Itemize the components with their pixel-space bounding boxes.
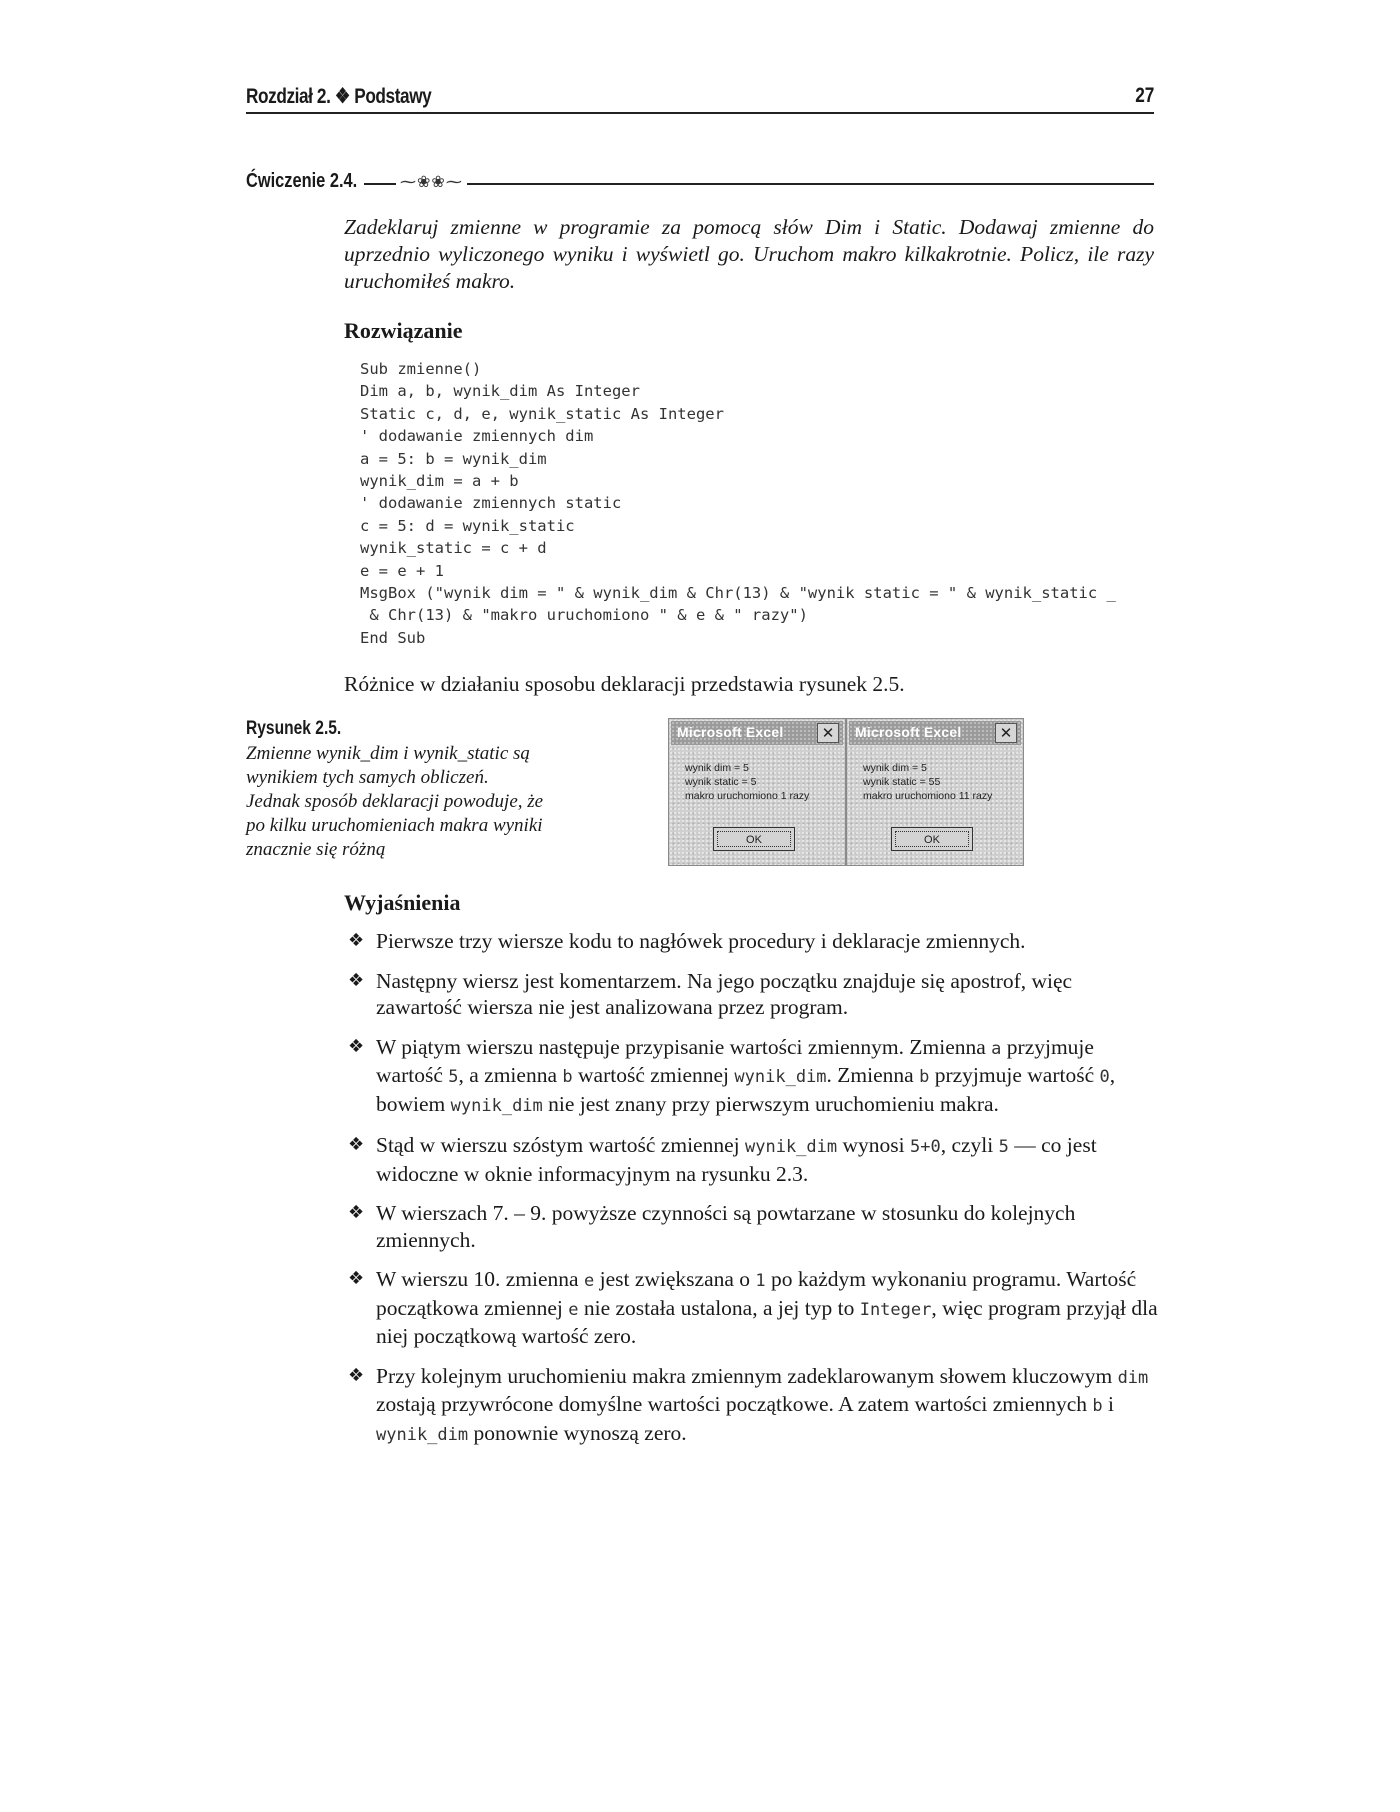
text-run: W piątym wierszu następuje przypisanie wartości zmiennym. Zmienna bbox=[376, 1034, 992, 1059]
text-run: zostają przywrócone domyślne wartości początkowe. A zatem wartości zmiennych bbox=[376, 1392, 1093, 1416]
explanation-item bbox=[348, 928, 1158, 955]
ok-button[interactable] bbox=[891, 827, 973, 851]
running-header bbox=[246, 84, 1154, 114]
close-icon[interactable]: ✕ bbox=[817, 723, 839, 743]
code-line: Dim a, b, wynik_dim As Integer bbox=[360, 382, 640, 401]
figure-reference-text: Różnice w działaniu sposobu deklaracji przedstawia rysunek 2.5. bbox=[344, 672, 905, 696]
bullet-diamond-icon: ❖ bbox=[348, 1364, 365, 1386]
inline-code: b bbox=[919, 1067, 930, 1087]
text-run: wartość zmiennej bbox=[572, 1063, 735, 1087]
inline-code: wynik_dim bbox=[745, 1137, 838, 1157]
message-box-text bbox=[863, 761, 992, 803]
code-line: Sub zmienne() bbox=[360, 360, 482, 378]
text-run: , a zmienna bbox=[458, 1063, 563, 1087]
inline-code: b bbox=[1092, 1396, 1103, 1416]
inline-code: 5 bbox=[448, 1067, 459, 1087]
text-run: W wierszu 10. zmienna bbox=[376, 1267, 584, 1291]
message-box-titlebar bbox=[849, 721, 1021, 745]
explanation-item bbox=[348, 1266, 1158, 1350]
code-line: End Sub bbox=[360, 628, 426, 647]
solution-heading: Rozwiązanie bbox=[344, 318, 463, 343]
exercise-rule bbox=[364, 183, 1154, 185]
ornament-icon: ⁓❀❀⁓ bbox=[396, 172, 467, 192]
message-box-text bbox=[685, 761, 809, 803]
bullet-diamond-icon: ❖ bbox=[348, 1134, 365, 1155]
explanation-item bbox=[348, 1200, 1158, 1253]
code-line: Static c, d, e, wynik_static As Integer bbox=[360, 404, 724, 423]
code-line: ' dodawanie zmiennych static bbox=[360, 494, 622, 513]
code-listing bbox=[360, 358, 1116, 649]
message-box-titlebar bbox=[671, 721, 843, 745]
bullet-diamond-icon: ❖ bbox=[348, 930, 365, 951]
explanation-item bbox=[348, 1034, 1158, 1120]
text-run: Przy kolejnym uruchomieniu makra zmiennym zadeklarowanym słowem kluczowym bbox=[376, 1363, 1118, 1388]
explanation-item bbox=[348, 968, 1158, 1021]
inline-code: 5+0 bbox=[910, 1137, 941, 1157]
text-run: , czyli bbox=[940, 1133, 999, 1157]
close-icon[interactable]: ✕ bbox=[995, 723, 1017, 743]
code-line: MsgBox ("wynik dim = " & wynik_dim & Chr(13) & "wynik static = " & wynik_static _ bbox=[360, 584, 1116, 603]
code-line: wynik_static = c + d bbox=[360, 539, 547, 558]
message-line: wynik static = 55 bbox=[863, 776, 941, 788]
inline-code: e bbox=[583, 1271, 595, 1291]
figure-caption: Zmienne wynik_dim i wynik_static są wynikiem tych samych obliczeń. Jednak sposób deklaracji powoduje, że po kilku uruchomieniach makra wyniki znacznie się różną bbox=[246, 743, 544, 860]
exercise-task: Zadeklaruj zmienne w programie za pomocą słów Dim i Static. Dodawaj zmienne do uprzednio wyliczonego wyniku i wyświetl go. Uruchom makro kilkakrotnie. Policz, ile razy uruchomiłeś makro. bbox=[344, 215, 1154, 293]
exercise-label: Ćwiczenie 2.4. bbox=[246, 170, 358, 192]
inline-code: wynik_dim bbox=[376, 1424, 469, 1445]
text-run: Następny wiersz jest komentarzem. Na jego początku znajduje się apostrof, więc zawartość wiersza nie jest analizowana przez program. bbox=[376, 968, 1073, 1019]
text-run: — co jest widoczne w oknie informacyjnym na rysunku 2.3. bbox=[376, 1133, 1097, 1186]
code-line: e = e + 1 bbox=[360, 561, 444, 580]
message-line: wynik dim = 5 bbox=[685, 762, 749, 774]
inline-code: Integer bbox=[859, 1299, 932, 1320]
code-line: a = 5: b = wynik_dim bbox=[360, 449, 547, 468]
inline-code: wynik_dim bbox=[450, 1095, 543, 1116]
message-box-title: Microsoft Excel bbox=[677, 724, 784, 740]
explanation-item bbox=[348, 1363, 1158, 1449]
chapter-title: Rozdział 2. ❖ Podstawy bbox=[246, 85, 432, 108]
message-box-2 bbox=[846, 718, 1024, 866]
code-line: wynik_dim = a + b bbox=[360, 472, 519, 491]
bullet-diamond-icon: ❖ bbox=[348, 1202, 365, 1223]
page-number: 27 bbox=[1134, 84, 1154, 107]
text-run: przyjmuje wartość bbox=[376, 1034, 1094, 1087]
text-run: po każdym wykonaniu programu. Wartość początkowa zmiennej bbox=[376, 1267, 1137, 1320]
ok-button[interactable] bbox=[713, 827, 795, 851]
text-run: jest zwiększana o bbox=[594, 1267, 756, 1291]
bullet-diamond-icon: ❖ bbox=[348, 969, 365, 991]
inline-code: 5 bbox=[998, 1137, 1009, 1157]
text-run: W wierszach 7. – 9. powyższe czynności są powtarzane w stosunku do kolejnych zmiennych. bbox=[376, 1201, 1076, 1252]
text-run: przyjmuje wartość bbox=[929, 1063, 1100, 1087]
code-line: c = 5: d = wynik_static bbox=[360, 516, 575, 535]
figure-caption-block bbox=[246, 718, 546, 862]
text-run: nie jest znany przy pierwszym uruchomieniu makra. bbox=[542, 1091, 999, 1116]
inline-code: e bbox=[568, 1299, 579, 1320]
code-line: & Chr(13) & "makro uruchomiono " & e & " razy") bbox=[360, 606, 808, 625]
inline-code: wynik_dim bbox=[734, 1067, 827, 1087]
message-box-title: Microsoft Excel bbox=[855, 724, 962, 740]
message-box-1 bbox=[668, 718, 846, 866]
text-run: Pierwsze trzy wiersze kodu to nagłówek procedury i deklaracje zmiennych. bbox=[376, 929, 1026, 953]
text-run: Stąd w wierszu szóstym wartość zmiennej bbox=[376, 1133, 745, 1157]
inline-code: 1 bbox=[755, 1271, 766, 1291]
text-run: nie została ustalona, a jej typ to bbox=[578, 1295, 860, 1320]
exercise-heading bbox=[246, 170, 1154, 194]
ok-button-label: OK bbox=[717, 831, 791, 847]
inline-code: 0 bbox=[1099, 1067, 1110, 1087]
explanation-item bbox=[348, 1132, 1158, 1187]
inline-code: dim bbox=[1117, 1367, 1149, 1388]
figure-label: Rysunek 2.5. bbox=[246, 718, 342, 739]
text-run: wynosi bbox=[837, 1133, 910, 1157]
explanations-list bbox=[348, 928, 1158, 1461]
message-line: makro uruchomiono 1 razy bbox=[685, 790, 810, 802]
inline-code: b bbox=[562, 1067, 573, 1087]
bullet-diamond-icon: ❖ bbox=[348, 1268, 365, 1289]
code-line: ' dodawanie zmiennych dim bbox=[360, 427, 594, 446]
text-run: i bbox=[1102, 1392, 1115, 1416]
bullet-diamond-icon: ❖ bbox=[348, 1035, 365, 1057]
text-run: . Zmienna bbox=[826, 1063, 920, 1087]
message-line: wynik dim = 5 bbox=[863, 762, 927, 774]
text-run: ponownie wynoszą zero. bbox=[468, 1420, 687, 1445]
text-run: , więc program przyjął dla niej początkową wartość zero. bbox=[376, 1295, 1158, 1348]
message-line: makro uruchomiono 11 razy bbox=[863, 790, 993, 802]
text-run: , bowiem bbox=[376, 1063, 1116, 1116]
message-line: wynik static = 5 bbox=[685, 776, 757, 788]
explanations-heading: Wyjaśnienia bbox=[344, 890, 461, 915]
inline-code: a bbox=[991, 1038, 1002, 1059]
ok-button-label: OK bbox=[895, 831, 969, 847]
